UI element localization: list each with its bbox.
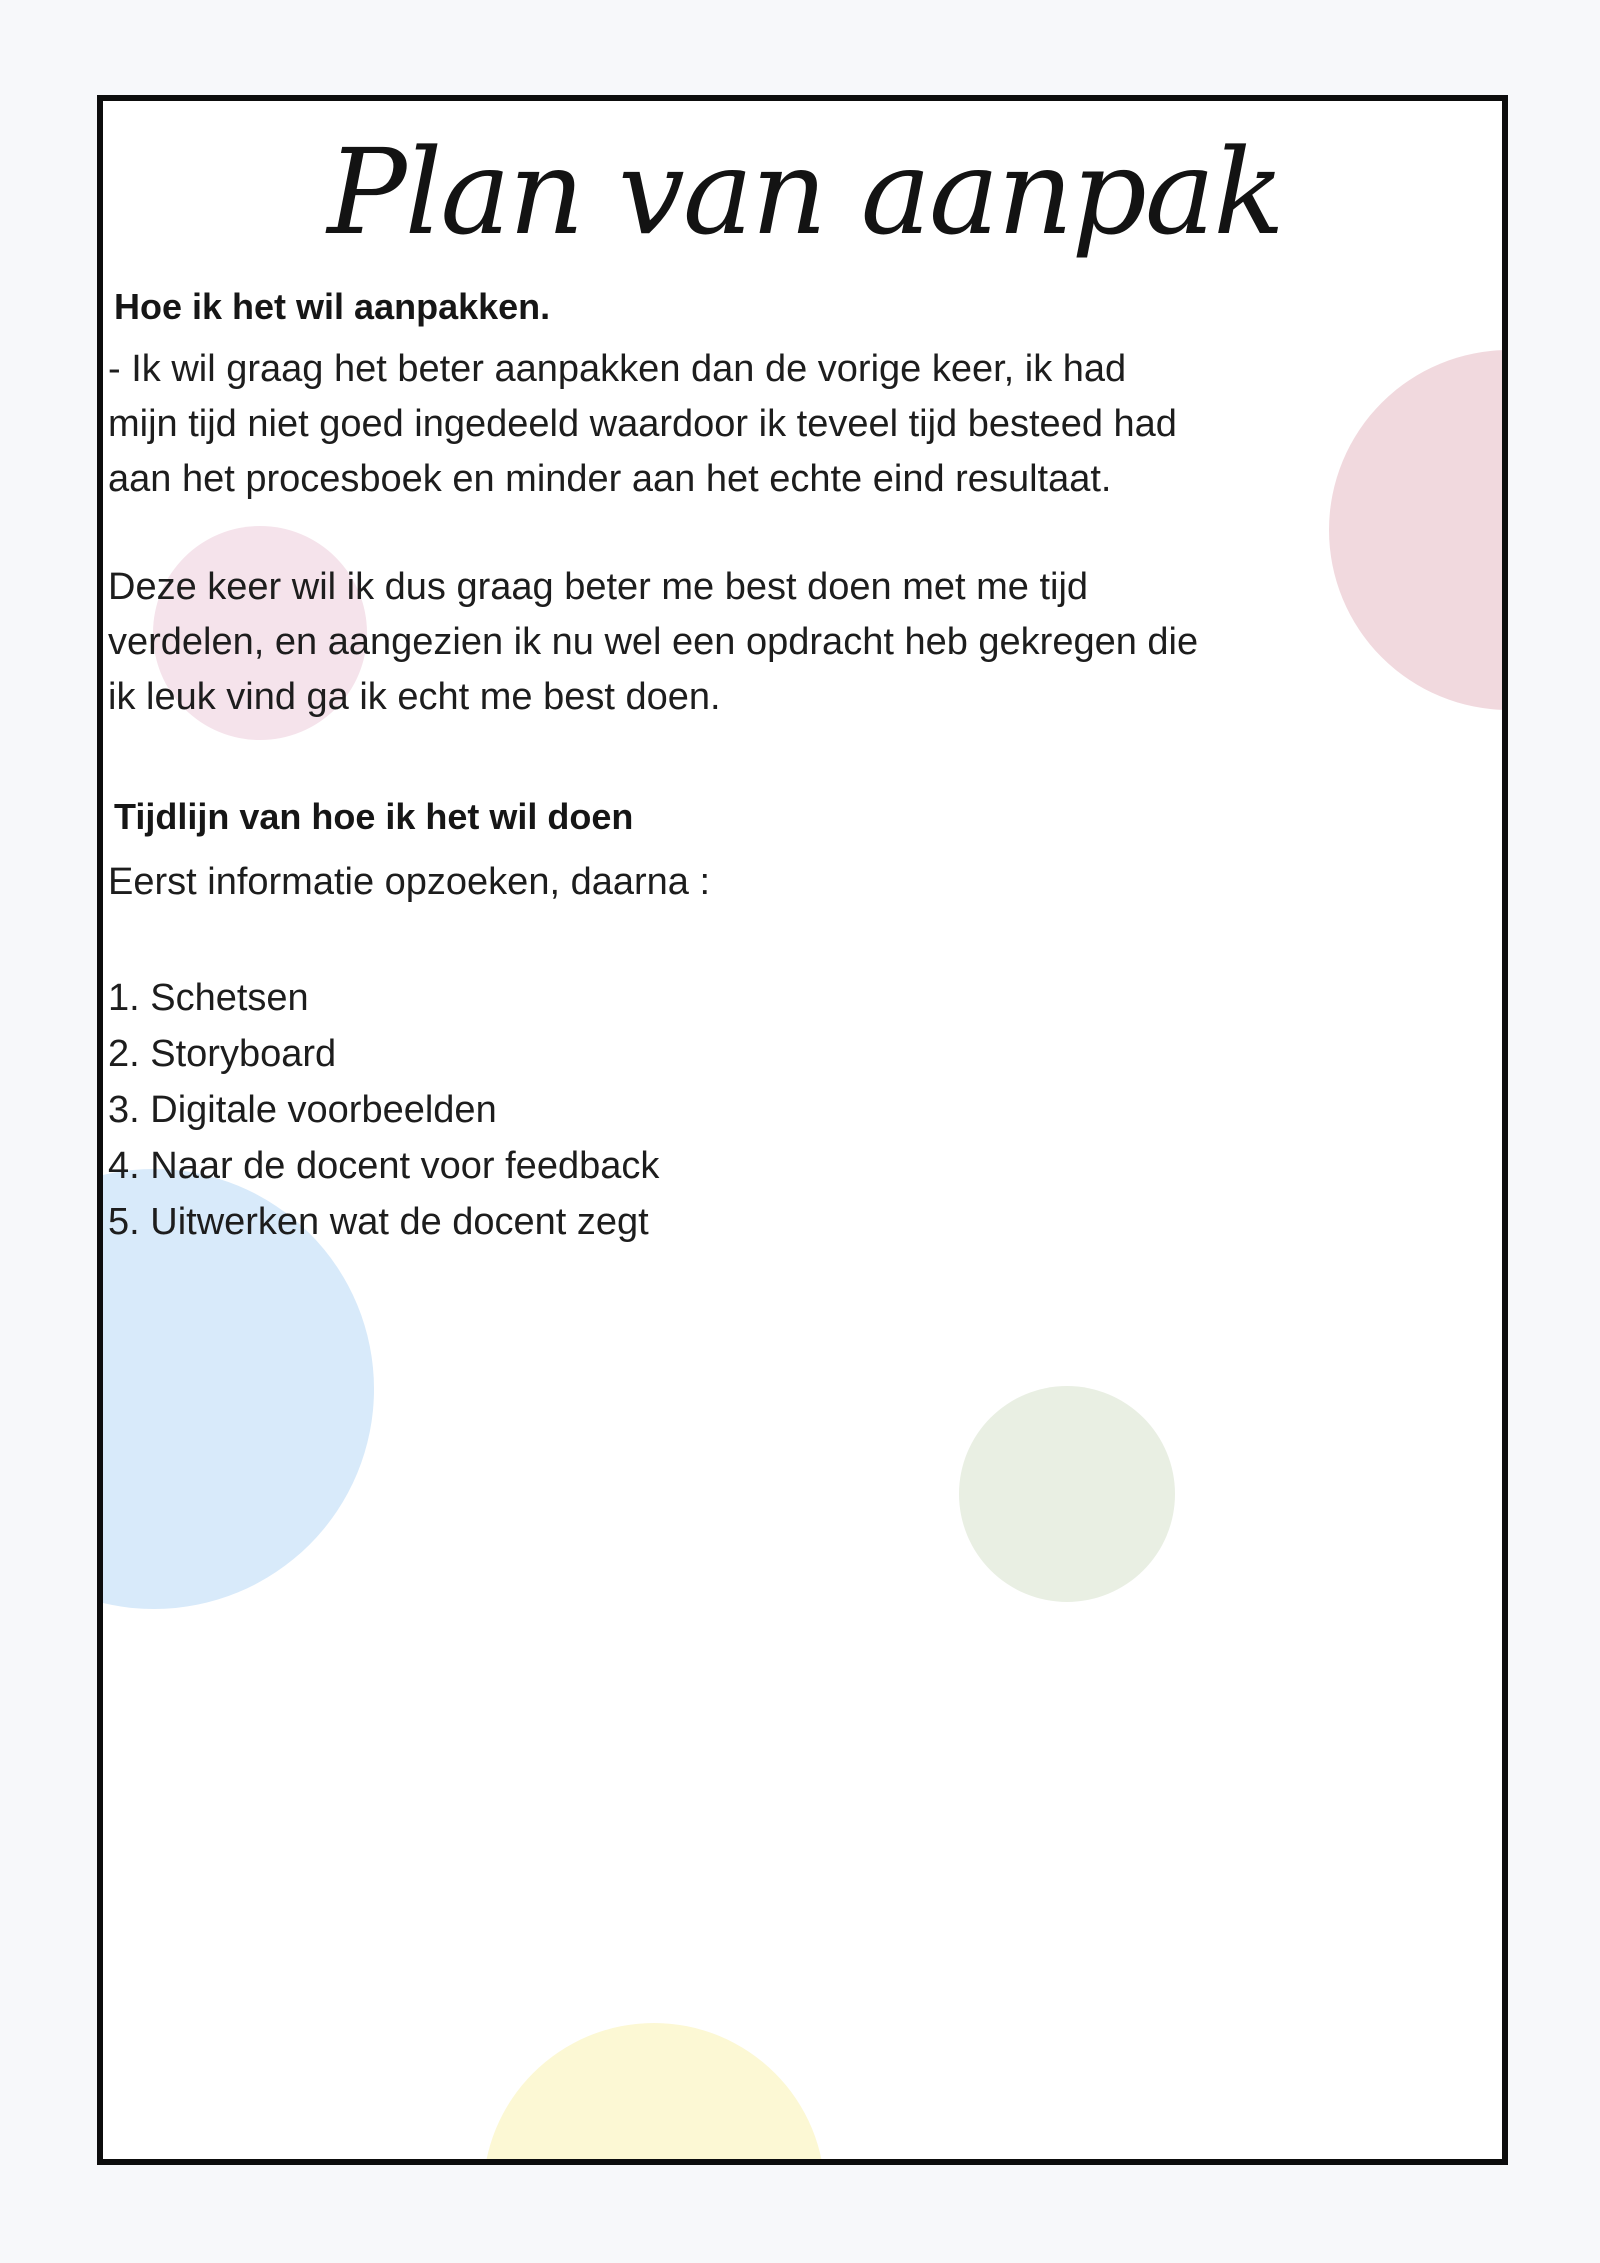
timeline-heading: Tijdlijn van hoe ik het wil doen bbox=[114, 796, 634, 837]
decorative-circle-green bbox=[959, 1386, 1175, 1602]
decorative-circle-yellow bbox=[483, 2023, 825, 2165]
timeline-intro: Eerst informatie opzoeken, daarna : bbox=[108, 861, 711, 903]
paragraph-line: mijn tijd niet goed ingedeeld waardoor ik teveel tijd besteed had bbox=[108, 403, 1177, 445]
timeline-step: 3. Digitale voorbeelden bbox=[108, 1089, 497, 1131]
paragraph-line: - Ik wil graag het beter aanpakken dan de vorige keer, ik had bbox=[108, 348, 1127, 390]
approach-heading: Hoe ik het wil aanpakken. bbox=[114, 286, 551, 327]
paragraph-line: ik leuk vind ga ik echt me best doen. bbox=[108, 676, 721, 718]
timeline-steps bbox=[108, 970, 1502, 1250]
paragraph-line: verdelen, en aangezien ik nu wel een opdracht heb gekregen die bbox=[108, 621, 1199, 663]
timeline-step: 5. Uitwerken wat de docent zegt bbox=[108, 1201, 649, 1243]
timeline-step: 2. Storyboard bbox=[108, 1033, 337, 1075]
paragraph-line: aan het procesboek en minder aan het echte eind resultaat. bbox=[108, 458, 1112, 500]
timeline-step: 1. Schetsen bbox=[108, 977, 309, 1019]
approach-paragraph-1 bbox=[108, 342, 1502, 507]
page-title: Plan van aanpak bbox=[327, 123, 1283, 261]
paragraph-line: Deze keer wil ik dus graag beter me best doen met me tijd bbox=[108, 566, 1089, 608]
page-content bbox=[103, 117, 1502, 1250]
timeline-step: 4. Naar de docent voor feedback bbox=[108, 1145, 660, 1187]
document-page bbox=[97, 95, 1508, 2165]
approach-paragraph-2 bbox=[108, 560, 1502, 725]
